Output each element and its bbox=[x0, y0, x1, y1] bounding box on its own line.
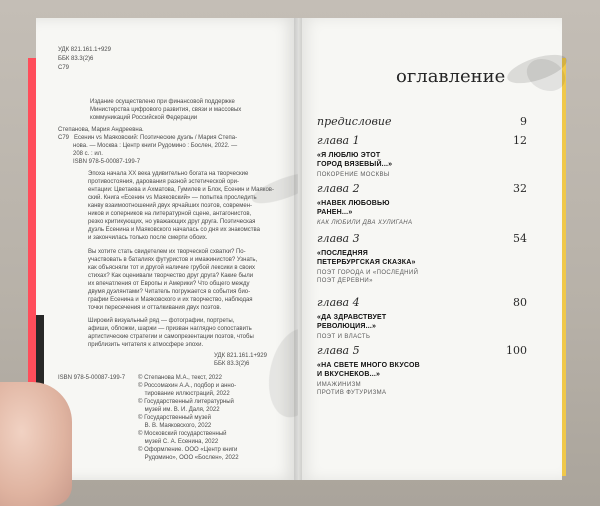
toc-heading: «НА СВЕТЕ МНОГО ВКУСОВ И ВКУСНЕКОВ...» bbox=[317, 362, 420, 378]
left-page-dark-edge bbox=[36, 315, 44, 385]
isbn: ISBN 978-5-00087-199-7 bbox=[58, 375, 126, 381]
annotation-paragraph-3: Широкий визуальный ряд — фотографии, портреты, афиши, обложки, шаржи — призван наглядно сопоставить артистические стратегии и самопрезентации поэтов, чтобы приблизить читателя к атмосфере эпохи. bbox=[88, 318, 254, 348]
annotation-paragraph-1: Эпоха начала XX века удивительно богата на творческие противостояния, дарования разной эстетической ори- ентации: Цветаева и Ахматова, Гумилев и Блок, Есенин и Маяков- ский. Книга «Есенин vs Маяковский» — попытка проследить канву взаимоотношений двух ярчайших поэтов, современ- ников и соперников на литературной сцене, антагонистов, резко критикующих, но уважающих друг друга. Поэтическая дуэль Есенина и Маяковского началась со дня их знакомства и закончилась только после смерти обоих. bbox=[88, 171, 274, 241]
toc-chapter-label: глава 3 bbox=[317, 232, 360, 245]
udk-code: УДК 821.161.1+929 bbox=[58, 47, 111, 53]
toc-heading: «Я ЛЮБЛЮ ЭТОТ ГОРОД ВЯЗЕВЫЙ...» bbox=[317, 152, 393, 168]
toc-page-number: 100 bbox=[506, 344, 527, 357]
toc-page-number: 80 bbox=[513, 296, 527, 309]
catalog-code: С79 bbox=[58, 65, 70, 71]
toc-page-number: 9 bbox=[520, 115, 527, 128]
toc-page-number: 32 bbox=[513, 182, 527, 195]
toc-item bbox=[317, 134, 527, 179]
toc-chapter-label: предисловие bbox=[317, 115, 392, 128]
toc-subtitle: ПОКОРЕНИЕ МОСКВЫ bbox=[317, 172, 390, 178]
bbk-code: ББК 83.3(2)6 bbox=[58, 56, 94, 62]
toc-chapter-label: глава 4 bbox=[317, 296, 360, 309]
toc-subtitle: КАК ЛЮБИЛИ ДВА ХУЛИГАНА bbox=[317, 220, 413, 226]
left-page bbox=[36, 18, 298, 480]
bibliographic-record: Степанова, Мария Андреевна. С79 Есенин vs Маяковский: Поэтические дуэль / Мария Степа- нова. — Москва : Центр книги Рудомино : Бослен, 2022. — 208 с. : ил. ISBN 978-5-00087-199-7 bbox=[58, 127, 238, 165]
hand-thumb bbox=[0, 382, 72, 506]
codes-bottom: УДК 821.161.1+929 ББК 83.3(2)6 bbox=[214, 353, 267, 367]
toc-item bbox=[317, 296, 527, 341]
book-spine-shadow bbox=[294, 18, 302, 480]
table-of-contents-title: оглавление bbox=[396, 66, 506, 87]
toc-chapter-label: глава 1 bbox=[317, 134, 360, 147]
toc-item bbox=[317, 232, 527, 285]
toc-chapter-label: глава 5 bbox=[317, 344, 360, 357]
toc-heading: «ПОСЛЕДНЯЯ ПЕТЕРБУРГСКАЯ СКАЗКА» bbox=[317, 250, 416, 266]
toc-page-number: 12 bbox=[513, 134, 527, 147]
toc-item bbox=[317, 115, 527, 128]
toc-item bbox=[317, 182, 527, 227]
toc-page-number: 54 bbox=[513, 232, 527, 245]
support-note: Издание осуществлено при финансовой поддержке Министерства цифрового развития, связи и массовых коммуникаций Российской Федерации bbox=[90, 99, 242, 121]
toc-subtitle: ПОЭТ И ВЛАСТЬ bbox=[317, 334, 371, 340]
toc-chapter-label: глава 2 bbox=[317, 182, 360, 195]
toc-subtitle: ПОЭТ ГОРОДА И «ПОСЛЕДНИЙ ПОЭТ ДЕРЕВНИ» bbox=[317, 270, 419, 284]
annotation-paragraph-2: Вы хотите стать свидетелем их творческой схватки? По- участвовать в баталиях футуристов и имажинистов? Узнать, как объясняли тот и другой наличие грубой лексики в своих стихах? Как оценивали творчество друг друга? Какие были их впечатления от Европы и Америки? Что общего между двумя дуэлянтами? Читатель погружается в события био- графии Есенина и Маяковского и их творчество, наблюдая точки пересечения и отталкивания двух поэтов. bbox=[88, 249, 258, 311]
toc-subtitle: ИМАЖИНИЗМ ПРОТИВ ФУТУРИЗМА bbox=[317, 382, 387, 396]
toc-item bbox=[317, 344, 527, 397]
toc-heading: «ДА ЗДРАВСТВУЕТ РЕВОЛЮЦИЯ...» bbox=[317, 314, 387, 330]
toc-heading: «НАВЕК ЛЮБОВЬЮ РАНЕН...» bbox=[317, 200, 390, 216]
copyright-list: © Степанова М.А., текст, 2022 © Россомахин А.А., подбор и анно- тирование иллюстраций, 2022 © Государственный литературный музей им. В. И. Даля, 2022 © Государственный музей В. В. Маяковского, 2022 © Московский государственный музей С. А. Есенина, 2022 © Оформление. ООО «Центр книги Рудомино», ООО «Бослен», 2022 bbox=[138, 375, 239, 461]
